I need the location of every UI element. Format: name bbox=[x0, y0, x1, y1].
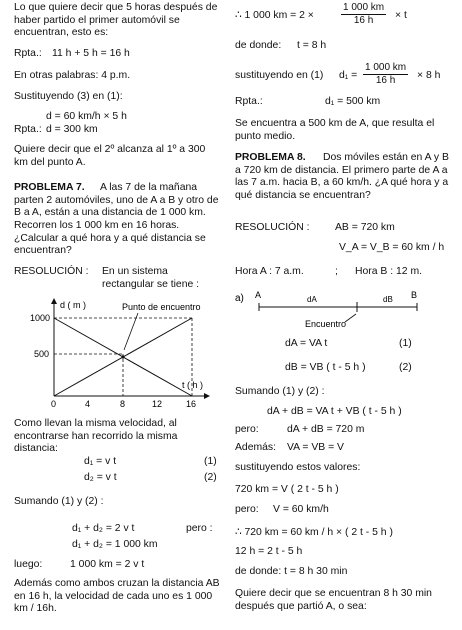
resolucion-label: RESOLUCIÓN : bbox=[14, 266, 89, 277]
eq-720: 720 km = V ( 2 t - 5 h ) bbox=[235, 484, 339, 495]
quiere-decir-paragraph: Quiere decir que se encuentran 8 h 30 min después que partió A, o sea: bbox=[235, 588, 432, 612]
resolucion-text: En un sistema rectangular se tiene : bbox=[102, 266, 200, 290]
eq-da-number: (1) bbox=[399, 338, 412, 349]
x-tick-4: 4 bbox=[85, 399, 91, 408]
luego-value: 1 000 km = 2 v t bbox=[70, 559, 145, 570]
sumando-label: Sumando (1) y (2) : bbox=[14, 496, 104, 507]
hora-separator: ; bbox=[335, 266, 338, 277]
fraction-velocity-2 bbox=[363, 62, 408, 87]
sum-equation: dA + dB = VA t + VB ( t - 5 h ) bbox=[267, 406, 402, 417]
de-donde-value: t = 8 h bbox=[297, 40, 327, 51]
d-equation: d = 60 km/h × 5 h bbox=[46, 111, 127, 122]
eq-d1: d₁ = v t bbox=[84, 456, 117, 467]
pero-label: pero: bbox=[235, 424, 259, 435]
rpta2-value: d = 300 km bbox=[46, 124, 98, 135]
resolucion-label: RESOLUCIÓN : bbox=[235, 222, 310, 233]
eq-da: dA = VA t bbox=[285, 338, 328, 349]
x-tick-12: 12 bbox=[152, 399, 163, 408]
x-axis-arrow bbox=[204, 393, 210, 399]
problem-8-text: Dos móviles están en A y B a 720 km de distancia. El primero parte de A a las 7 a.m. hacia B, a 60 km/h. ¿A qué hora y a qué distancia se encuentran? bbox=[235, 152, 449, 202]
x-axis-label: t ( h ) bbox=[182, 380, 204, 390]
sustituyendo-valores: sustituyendo estos valores: bbox=[235, 462, 361, 473]
fraction-numerator: 1 000 km bbox=[341, 2, 386, 15]
therefore-equation-prefix: ∴ 1 000 km = 2 × bbox=[235, 10, 314, 21]
quiere-decir: Quiere decir que el 2º alcanza al 1º a 300 km del punto A. bbox=[14, 144, 206, 168]
intro-paragraph: Lo que quiere decir que 5 horas después de haber partido el primer automóvil se encuentran, esto es: bbox=[14, 2, 218, 39]
eq-db-number: (2) bbox=[399, 362, 412, 373]
y-axis-arrow bbox=[51, 298, 57, 304]
ademas-equation: VA = VB = V bbox=[287, 442, 344, 453]
eq-d1-number: (1) bbox=[204, 456, 217, 467]
encounter-annotation: Punto de encuentro bbox=[122, 302, 201, 312]
eq-d2: d₂ = v t bbox=[84, 472, 117, 483]
sustituyendo-rhs: × 8 h bbox=[417, 70, 441, 81]
y-tick-1000: 1000 bbox=[30, 313, 51, 323]
eq-d2-number: (2) bbox=[204, 472, 217, 483]
sustituyendo-lhs: d₁ = bbox=[339, 70, 358, 81]
problem-7-title: PROBLEMA 7. bbox=[14, 182, 85, 193]
rpta-label: Rpta.: bbox=[235, 96, 263, 107]
problem-7-text: A las 7 de la mañana parten 2 automóviles, uno de A a B y otro de B a A, están a una distancia de 1 000 km. Recorren los 1 000 km en 16 horas. ¿Calcular a qué hora y a qué distancia se encuentran? bbox=[14, 182, 219, 257]
hora-b: Hora B : 12 m. bbox=[355, 266, 422, 277]
fraction-denominator: 16 h bbox=[353, 15, 374, 27]
y-tick-500: 500 bbox=[34, 349, 50, 359]
therefore-equation-2: ∴ 720 km = 60 km / h × ( 2 t - 5 h ) bbox=[235, 527, 393, 538]
sustituyendo-3: Sustituyendo (3) en (1): bbox=[14, 91, 123, 102]
segment-db-label: dB bbox=[383, 295, 393, 304]
resolucion-ab: AB = 720 km bbox=[335, 222, 395, 233]
de-donde-2: de donde: t = 8 h 30 min bbox=[235, 566, 348, 577]
sum-equation-2: d₁ + d₂ = 1 000 km bbox=[72, 539, 158, 550]
encuentro-label: Encuentro bbox=[305, 319, 347, 329]
fraction-velocity-1 bbox=[341, 2, 386, 27]
como-llevan: Como llevan la misma velocidad, al encontrarse han recorrido la misma distancia: bbox=[14, 418, 178, 455]
rpta-value: 11 h + 5 h = 16 h bbox=[52, 48, 130, 59]
x-tick-8: 8 bbox=[120, 399, 126, 408]
ademas-paragraph: Además como ambos cruzan la distancia AB en 16 h, la velocidad de cada uno es 1 000 km / 16h. bbox=[14, 578, 220, 615]
sum-equation-1: d₁ + d₂ = 2 v t bbox=[72, 523, 135, 534]
se-encuentra-paragraph: Se encuentra a 500 km de A, que resulta el punto medio. bbox=[235, 118, 435, 142]
segment-da-label: dA bbox=[307, 295, 317, 304]
pero2-equation: V = 60 km/h bbox=[273, 504, 329, 515]
de-donde-label: de donde: bbox=[235, 40, 282, 51]
pero2-label: pero: bbox=[235, 504, 259, 515]
hora-a: Hora A : 7 a.m. bbox=[235, 266, 304, 277]
rpta-label: Rpta.: bbox=[14, 48, 42, 59]
otras-palabras: En otras palabras: 4 p.m. bbox=[14, 70, 131, 81]
segment-diagram bbox=[235, 288, 450, 332]
encounter-point bbox=[121, 355, 124, 358]
pero-equation: dA + dB = 720 m bbox=[287, 424, 365, 435]
rpta-value: d₁ = 500 km bbox=[325, 96, 381, 107]
pero-label: pero : bbox=[186, 523, 213, 534]
x-tick-0: 0 bbox=[51, 399, 57, 408]
fraction-denominator: 16 h bbox=[375, 75, 396, 87]
therefore-equation-suffix: × t bbox=[395, 10, 407, 21]
resolucion-velocities: V_A = V_B = 60 km / h bbox=[339, 242, 445, 253]
x-tick-16: 16 bbox=[186, 399, 197, 408]
eq-db: dB = VB ( t - 5 h ) bbox=[285, 362, 366, 373]
fraction-numerator: 1 000 km bbox=[363, 62, 408, 75]
rpta2-label: Rpta.: bbox=[14, 124, 42, 135]
problem-8-title: PROBLEMA 8. bbox=[235, 152, 306, 163]
encounter-chart bbox=[14, 296, 220, 408]
ademas-label: Además: bbox=[235, 442, 277, 453]
annotation-pointer bbox=[124, 313, 138, 350]
y-axis-label: d ( m ) bbox=[60, 300, 86, 310]
sustituyendo-label: sustituyendo en (1) bbox=[235, 70, 324, 81]
point-b-label: B bbox=[411, 290, 418, 300]
encuentro-pointer bbox=[345, 314, 356, 322]
diagram-label-a: a) bbox=[235, 293, 244, 304]
point-a-label: A bbox=[255, 290, 262, 300]
luego-label: luego: bbox=[14, 559, 43, 570]
eq-12h: 12 h = 2 t - 5 h bbox=[235, 546, 303, 557]
sumando-label: Sumando (1) y (2) : bbox=[235, 386, 325, 397]
